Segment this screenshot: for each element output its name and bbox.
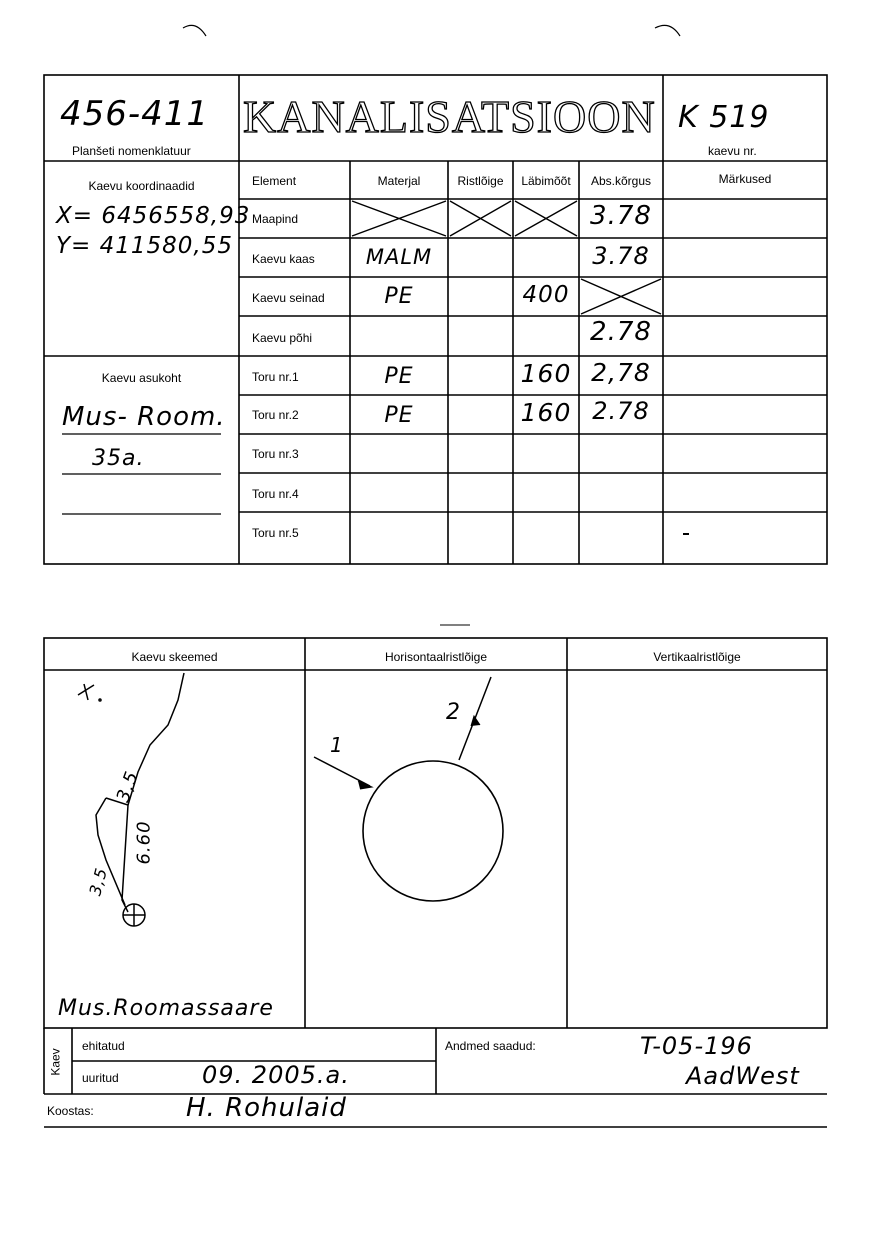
well-side-label: Kaev <box>48 1048 63 1076</box>
well-number-label: kaevu nr. <box>708 144 757 158</box>
surveyed-label: uuritud <box>82 1071 119 1085</box>
form-title: KANALISATSIOON <box>243 91 656 142</box>
sketch-street-name: Mus.Roomassaare <box>58 996 274 1021</box>
cell-material: PE <box>384 364 414 389</box>
compiled-value: H. Rohulaid <box>186 1093 347 1123</box>
col-header-abs-height: Abs.kõrgus <box>590 174 652 188</box>
col-header-material: Materjal <box>377 174 421 188</box>
cell-abs-height: 3.78 <box>590 201 652 231</box>
cell-material: MALM <box>365 245 433 269</box>
pipe-label-2: 2 <box>446 700 461 725</box>
col-header-diameter: Läbimõõt <box>521 174 571 188</box>
cell-diameter: 160 <box>520 359 572 388</box>
cell-material: PE <box>384 284 414 309</box>
built-label: ehitatud <box>82 1039 125 1053</box>
coordinate-y: Y= 411580,55 <box>56 233 234 259</box>
row-label: Toru nr.2 <box>252 408 299 422</box>
coordinate-x: X= 6456558,93 <box>56 203 251 229</box>
cell-abs-height: 2.78 <box>590 317 652 347</box>
compiled-label: Koostas: <box>47 1104 94 1118</box>
cell-diameter: 400 <box>522 282 570 308</box>
pipe-label-1: 1 <box>330 733 344 757</box>
col-header-notes: Märkused <box>718 172 772 186</box>
row-label: Kaevu kaas <box>252 252 315 266</box>
sketch-dimension-lower: 3,5 <box>85 865 112 898</box>
row-label: Kaevu põhi <box>252 331 313 345</box>
cell-abs-height: 2,78 <box>591 358 651 387</box>
row-label: Maapind <box>252 212 299 226</box>
row-label: Toru nr.3 <box>252 447 299 461</box>
col-header-cross-section: Ristlõige <box>457 174 504 188</box>
row-label: Toru nr.5 <box>252 526 299 540</box>
coordinates-label: Kaevu koordinaadid <box>88 179 195 193</box>
cell-abs-height: 2.78 <box>592 397 650 425</box>
surveyed-value: 09. 2005.a. <box>202 1061 350 1089</box>
sketch-header-schemes: Kaevu skeemed <box>131 650 218 664</box>
data-received-value: T-05-196 <box>640 1032 753 1060</box>
col-header-element: Element <box>252 174 297 188</box>
sketch-dimension-side: 6.60 <box>133 820 155 865</box>
row-label: Toru nr.1 <box>252 370 299 384</box>
cell-abs-height: 3.78 <box>592 242 650 270</box>
sketch-header-vertical: Vertikaalristlõige <box>653 650 741 664</box>
sketch-dimension-upper: 3,5 <box>112 768 144 805</box>
nomenclature-label: Planšeti nomenklatuur <box>72 144 191 158</box>
data-received-source: AadWest <box>686 1062 800 1090</box>
data-received-label: Andmed saadud: <box>445 1039 536 1053</box>
sketch-header-horizontal: Horisontaalristlõige <box>384 650 488 664</box>
row-label: Toru nr.4 <box>252 487 299 501</box>
nomenclature-value: 456-411 <box>60 94 210 134</box>
location-line-2: 35a. <box>92 446 145 471</box>
location-label: Kaevu asukoht <box>101 371 182 385</box>
cell-material: PE <box>384 403 414 428</box>
cell-diameter: 160 <box>520 398 572 427</box>
row-label: Kaevu seinad <box>252 291 325 305</box>
location-line-1: Mus- Room. <box>62 402 226 432</box>
well-number-value: K 519 <box>678 100 770 135</box>
